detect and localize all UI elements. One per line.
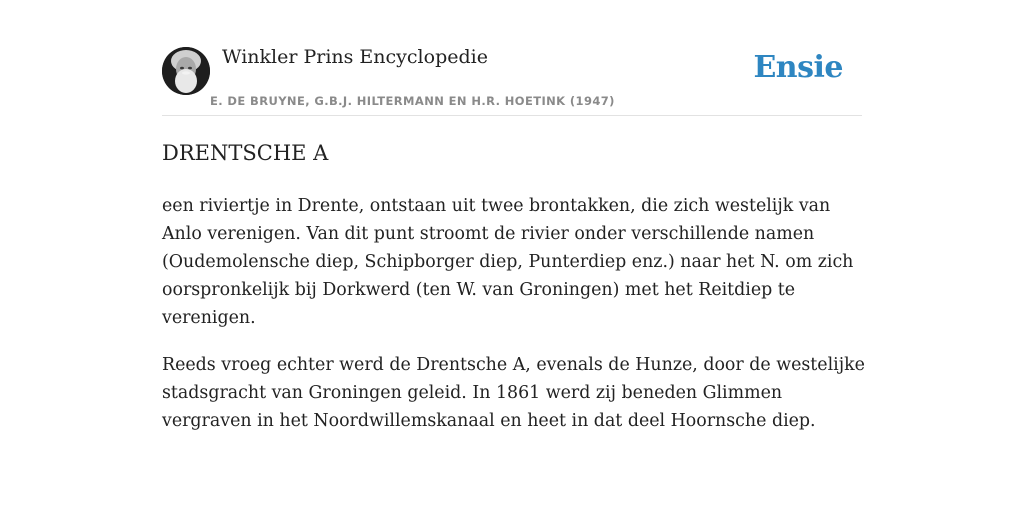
author-portrait-icon[interactable]	[162, 47, 210, 95]
page	[162, 0, 865, 431]
paragraph: een riviertje in Drente, ontstaan uit twee brontakken, die zich westelijk van Anlo verenigen. Van dit punt stroomt de rivier onder verschillende namen (Oudemolensche diep, Schipborger diep, Punterdiep enz.) naar het N. om zich oorspronkelijk bij Dorkwerd (ten W. van Groningen) met het Reitdiep te verenigen.	[162, 196, 854, 328]
header	[162, 0, 862, 116]
entry-body	[162, 192, 872, 454]
publication-title[interactable]: Winkler Prins Encyclopedie	[222, 46, 488, 68]
brand-logo[interactable]: Ensie	[753, 50, 843, 85]
entry-title: DRENTSCHE A	[162, 141, 329, 165]
authors-line: E. DE BRUYNE, G.B.J. HILTERMANN EN H.R. HOETINK (1947)	[210, 94, 615, 108]
paragraph: Reeds vroeg echter werd de Drentsche A, evenals de Hunze, door de westelijke stadsgracht van Groningen geleid. In 1861 werd zij beneden Glimmen vergraven in het Noordwillemskanaal en heet in dat deel Hoornsche diep.	[162, 355, 865, 431]
